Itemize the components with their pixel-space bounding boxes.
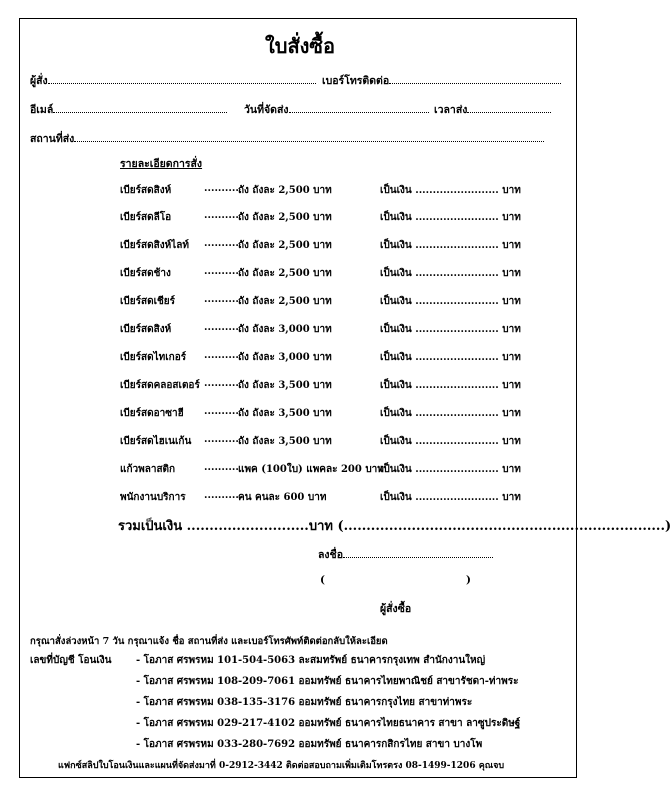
delivery-date-label: วันที่จัดส่ง [244, 104, 289, 116]
item-qty-blank[interactable]: .......... [204, 183, 239, 194]
item-name: เบียร์สดสิงห์ไลท์ [120, 240, 189, 251]
item-amount[interactable]: เป็นเงิน ........................ บาท [380, 212, 521, 223]
item-name: เบียร์สดสิงห์ [120, 185, 172, 196]
item-price: ถัง ถังละ 2,500 บาท [238, 185, 332, 196]
item-price: ถัง ถังละ 2,500 บาท [238, 212, 332, 223]
sign-paren-close: ) [466, 574, 471, 586]
item-qty-blank[interactable]: .......... [204, 350, 239, 361]
item-price: ถัง ถังละ 3,500 บาท [238, 408, 332, 419]
item-amount[interactable]: เป็นเงิน ........................ บาท [380, 185, 521, 196]
item-name: เบียร์สดคลอสเตอร์ [120, 380, 200, 391]
phone-line[interactable] [389, 73, 561, 84]
bank-account: - โอภาส ศรพรหม 033-280-7692 ออมทรัพย์ ธนาคารกสิกรไทย สาขา บางโพ [136, 739, 483, 750]
bank-account: - โอภาส ศรพรหม 029-217-4102 ออมทรัพย์ ธนาคารไทยธนาคาร สาขา ลาซูประดิษฐ์ [136, 718, 521, 729]
item-name: เบียร์สดเชียร์ [120, 296, 176, 307]
item-amount[interactable]: เป็นเงิน ........................ บาท [380, 352, 521, 363]
item-qty-blank[interactable]: .......... [204, 210, 239, 221]
item-name: แก้วพลาสติก [120, 464, 176, 475]
total-line[interactable]: รวมเป็นเงิน ...........................บาท (.......................................................................) [118, 519, 671, 534]
item-price: ถัง ถังละ 2,500 บาท [238, 240, 332, 251]
place-label: สถานที่ส่ง [30, 133, 75, 145]
phone-label: เบอร์โทรติดต่อ [322, 75, 390, 87]
signature-field[interactable] [318, 546, 493, 563]
item-amount[interactable]: เป็นเงิน ........................ บาท [380, 436, 521, 447]
orderer-line[interactable] [48, 73, 316, 84]
order-note: กรุณาสั่งล่วงหน้า 7 วัน กรุณาแจ้ง ชื่อ สถานที่ส่ง และเบอร์โทรศัพท์ติดต่อกลับให้ละเอียด [30, 636, 388, 647]
item-qty-blank[interactable]: .......... [204, 238, 239, 249]
item-price: ถัง ถังละ 3,000 บาท [238, 352, 332, 363]
footer-contact: แฟกซ์สลิปใบโอนเงินและแผนที่จัดส่งมาที่ 0-2912-3442 ติดต่อสอบถามเพิ่มเติมโทรตรง 08-1499-1206 คุณจบ [58, 761, 505, 771]
item-amount[interactable]: เป็นเงิน ........................ บาท [380, 464, 521, 475]
item-amount[interactable]: เป็นเงิน ........................ บาท [380, 408, 521, 419]
item-qty-blank[interactable]: .......... [204, 490, 239, 501]
item-qty-blank[interactable]: .......... [204, 462, 239, 473]
item-amount[interactable]: เป็นเงิน ........................ บาท [380, 296, 521, 307]
item-amount[interactable]: เป็นเงิน ........................ บาท [380, 492, 521, 503]
item-price: ถัง ถังละ 2,500 บาท [238, 296, 332, 307]
bank-account: - โอภาส ศรพรหม 108-209-7061 ออมทรัพย์ ธนาคารไทยพาณิชย์ สาขารัชดา-ท่าพระ [136, 676, 519, 687]
item-name: เบียร์สดไฮเนเก้น [120, 436, 192, 447]
item-price: แพค (100ใบ) แพคละ 200 บาท [238, 464, 384, 475]
item-qty-blank[interactable]: .......... [204, 294, 239, 305]
sign-paren-open: ( [320, 574, 325, 586]
orderer-label: ผู้สั่ง [30, 75, 48, 87]
item-qty-blank[interactable]: .......... [204, 378, 239, 389]
delivery-date-field[interactable] [244, 101, 429, 118]
item-amount[interactable]: เป็นเงิน ........................ บาท [380, 268, 521, 279]
email-field[interactable] [30, 101, 227, 118]
email-line[interactable] [53, 102, 227, 113]
delivery-time-field[interactable] [434, 101, 551, 118]
item-amount[interactable]: เป็นเงิน ........................ บาท [380, 380, 521, 391]
bank-title: เลขที่บัญชี โอนเงิน [30, 655, 112, 666]
item-name: เบียร์สดไทเกอร์ [120, 352, 187, 363]
item-amount[interactable]: เป็นเงิน ........................ บาท [380, 324, 521, 335]
orderer-sign-label: ผู้สั่งซื้อ [380, 603, 412, 615]
phone-field[interactable] [322, 72, 561, 89]
signature-line[interactable] [343, 547, 493, 558]
orderer-field[interactable] [30, 72, 316, 89]
item-qty-blank[interactable]: .......... [204, 266, 239, 277]
page-title: ใบสั่งซื้อ [264, 34, 336, 58]
delivery-date-line[interactable] [289, 102, 429, 113]
item-name: เบียร์สดลีโอ [120, 212, 172, 223]
delivery-time-label: เวลาส่ง [434, 104, 468, 116]
item-price: ถัง ถังละ 3,500 บาท [238, 380, 332, 391]
item-price: ถัง ถังละ 3,000 บาท [238, 324, 332, 335]
item-qty-blank[interactable]: .......... [204, 322, 239, 333]
delivery-time-line[interactable] [467, 102, 551, 113]
place-field[interactable] [30, 130, 544, 147]
item-price: คน คนละ 600 บาท [238, 492, 327, 503]
details-header: รายละเอียดการสั่ง [120, 158, 203, 170]
sign-label: ลงชื่อ [318, 549, 343, 561]
item-name: พนักงานบริการ [120, 492, 186, 503]
bank-account: - โอภาส ศรพรหม 101-504-5063 ละสมทรัพย์ ธนาคารกรุงเทพ สำนักงานใหญ่ [136, 655, 486, 666]
item-qty-blank[interactable]: .......... [204, 434, 239, 445]
bank-account: - โอภาส ศรพรหม 038-135-3176 ออมทรัพย์ ธนาคารกรุงไทย สาขาท่าพระ [136, 697, 473, 708]
item-name: เบียร์สดสิงห์ [120, 324, 172, 335]
email-label: อีเมล์ [30, 104, 54, 116]
item-name: เบียร์สดช้าง [120, 268, 171, 279]
item-amount[interactable]: เป็นเงิน ........................ บาท [380, 240, 521, 251]
item-price: ถัง ถังละ 2,500 บาท [238, 268, 332, 279]
item-price: ถัง ถังละ 3,500 บาท [238, 436, 332, 447]
item-qty-blank[interactable]: .......... [204, 406, 239, 417]
place-line[interactable] [74, 131, 544, 142]
item-name: เบียร์สดอาซาฮี [120, 408, 184, 419]
